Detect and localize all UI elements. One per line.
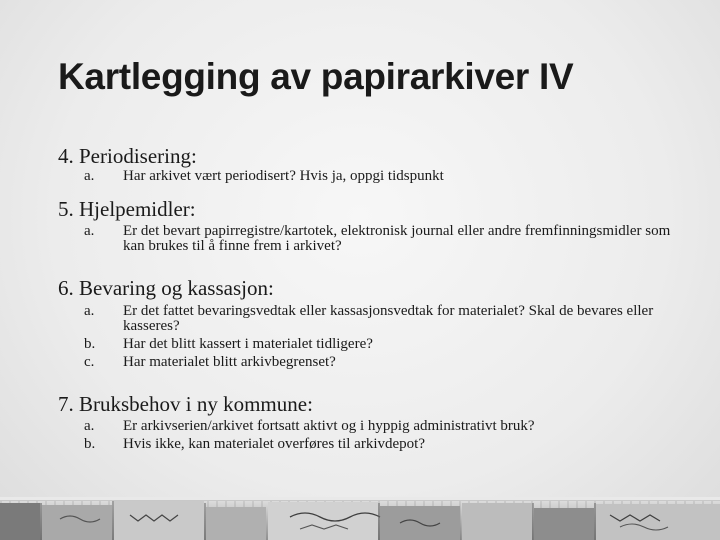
list-item bbox=[58, 337, 678, 352]
section-heading: 5. Hjelpemidler: bbox=[58, 197, 196, 221]
section-heading: 6. Bevaring og kassasjon: bbox=[58, 276, 274, 300]
item-marker: a. bbox=[84, 303, 95, 319]
section-bevaring bbox=[58, 276, 678, 370]
list-item bbox=[58, 419, 678, 434]
slide-title: Kartlegging av papirarkiver IV bbox=[58, 56, 574, 97]
list-item bbox=[58, 355, 678, 370]
item-marker: b. bbox=[84, 336, 96, 352]
section-bruksbehov bbox=[58, 392, 678, 452]
item-marker: a. bbox=[84, 418, 95, 434]
item-marker: a. bbox=[84, 223, 95, 239]
item-marker: c. bbox=[84, 354, 95, 370]
item-marker: b. bbox=[84, 436, 96, 452]
section-hjelpemidler bbox=[58, 197, 678, 254]
folder-spines-graphic bbox=[0, 497, 720, 540]
list-item bbox=[58, 437, 678, 452]
section-heading: 7. Bruksbehov i ny kommune: bbox=[58, 392, 313, 416]
item-text: Hvis ikke, kan materialet overføres til arkivdepot? bbox=[123, 436, 425, 452]
list-item bbox=[58, 304, 678, 334]
section-heading: 4. Periodisering: bbox=[58, 144, 197, 168]
section-periodisering bbox=[58, 144, 678, 184]
item-text: Har materialet blitt arkivbegrenset? bbox=[123, 354, 336, 370]
item-list bbox=[58, 224, 678, 254]
list-item bbox=[58, 224, 678, 254]
item-list bbox=[58, 419, 678, 452]
item-marker: a. bbox=[84, 168, 95, 184]
list-item bbox=[58, 169, 678, 184]
archive-folders-photo bbox=[0, 497, 720, 540]
item-text: Er det fattet bevaringsvedtak eller kassasjonsvedtak for materialet? Skal de bevares eller kasseres? bbox=[123, 303, 654, 334]
item-text: Er det bevart papirregistre/kartotek, elektronisk journal eller andre fremfinningsmidler som kan brukes til å finne frem i arkivet? bbox=[123, 223, 671, 254]
item-text: Har det blitt kassert i materialet tidligere? bbox=[123, 336, 373, 352]
item-text: Er arkivserien/arkivet fortsatt aktivt og i hyppig administrativt bruk? bbox=[123, 418, 535, 434]
slide-body bbox=[58, 144, 678, 452]
item-text: Har arkivet vært periodisert? Hvis ja, oppgi tidspunkt bbox=[123, 168, 444, 184]
item-list bbox=[58, 304, 678, 370]
item-list bbox=[58, 169, 678, 184]
